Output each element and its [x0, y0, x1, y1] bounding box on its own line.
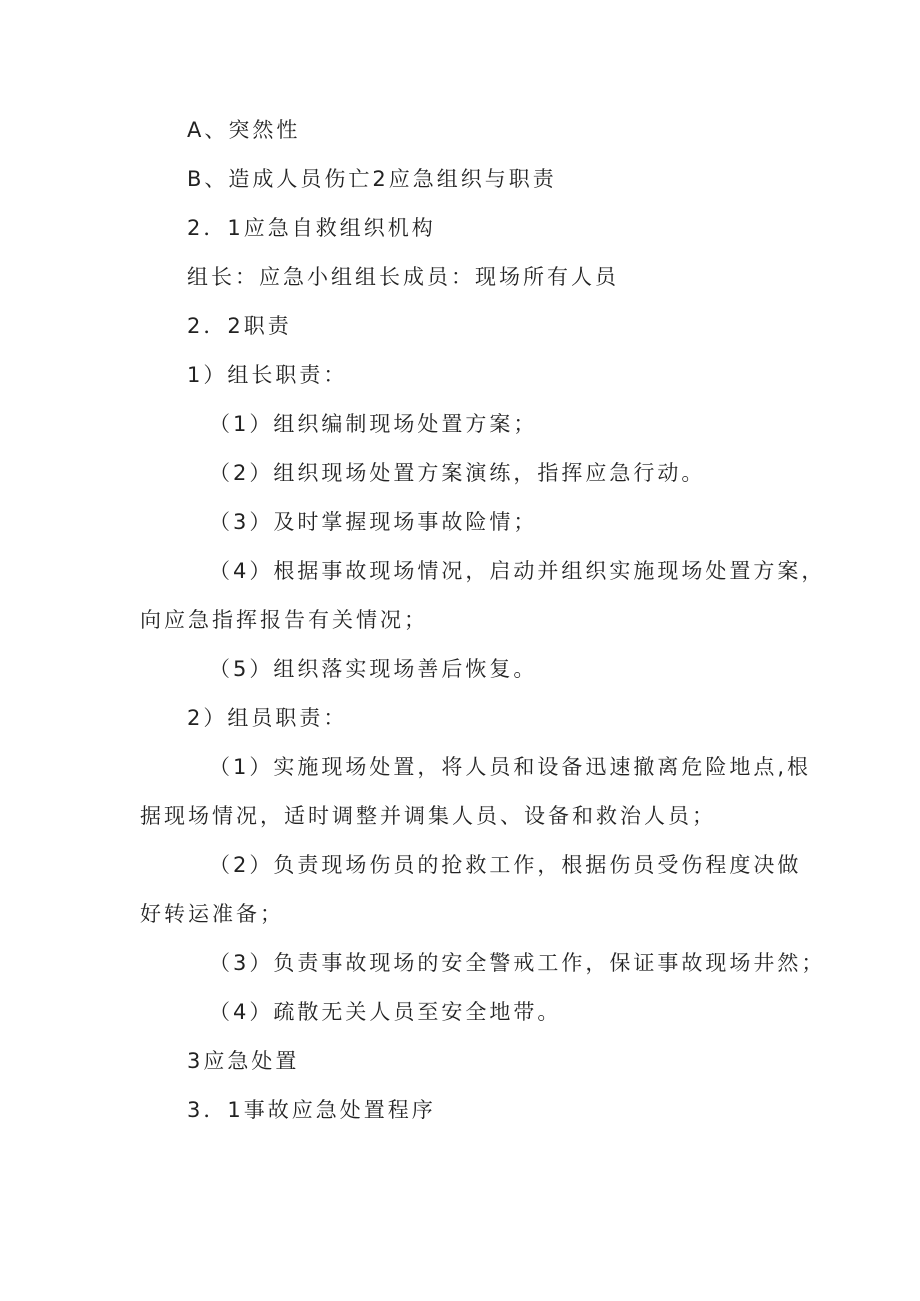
leader-duty-4: （4）根据事故现场情况，启动并组织实施现场处置方案， — [209, 559, 826, 583]
leader-duty-4-continued: 向应急指挥报告有关情况； — [140, 608, 428, 632]
list-item-b: B、造成人员伤亡2应急组织与职责 — [187, 167, 557, 191]
member-duty-2-continued: 好转运准备； — [140, 902, 284, 926]
section-heading-2-2: 2．2职责 — [187, 314, 292, 338]
leader-duty-5: （5）组织落实现场善后恢复。 — [209, 657, 538, 681]
leader-duty-2: （2）组织现场处置方案演练，指挥应急行动。 — [209, 461, 706, 485]
paragraph-team-members: 组长：应急小组组长成员：现场所有人员 — [187, 265, 619, 289]
section-heading-3-1: 3．1事故应急处置程序 — [187, 1098, 436, 1122]
member-duty-4: （4）疏散无关人员至安全地带。 — [209, 1000, 562, 1024]
member-duty-2: （2）负责现场伤员的抢救工作，根据伤员受伤程度决做 — [209, 853, 802, 877]
leader-duty-1: （1）组织编制现场处置方案； — [209, 412, 538, 436]
member-duty-3: （3）负责事故现场的安全警戒工作，保证事故现场井然； — [209, 951, 826, 975]
section-heading-2-1: 2．1应急自救组织机构 — [187, 216, 436, 240]
member-duty-1-continued: 据现场情况，适时调整并调集人员、设备和救治人员； — [140, 804, 716, 828]
document-body — [140, 106, 826, 1135]
section-heading-3: 3应急处置 — [187, 1049, 300, 1073]
member-duty-1: （1）实施现场处置，将人员和设备迅速撤离危险地点,根 — [209, 755, 812, 779]
list-item-a: A、突然性 — [187, 118, 301, 142]
subheading-member-duties: 2）组员职责： — [187, 706, 348, 730]
subheading-leader-duties: 1）组长职责： — [187, 363, 348, 387]
leader-duty-3: （3）及时掌握现场事故险情； — [209, 510, 538, 534]
